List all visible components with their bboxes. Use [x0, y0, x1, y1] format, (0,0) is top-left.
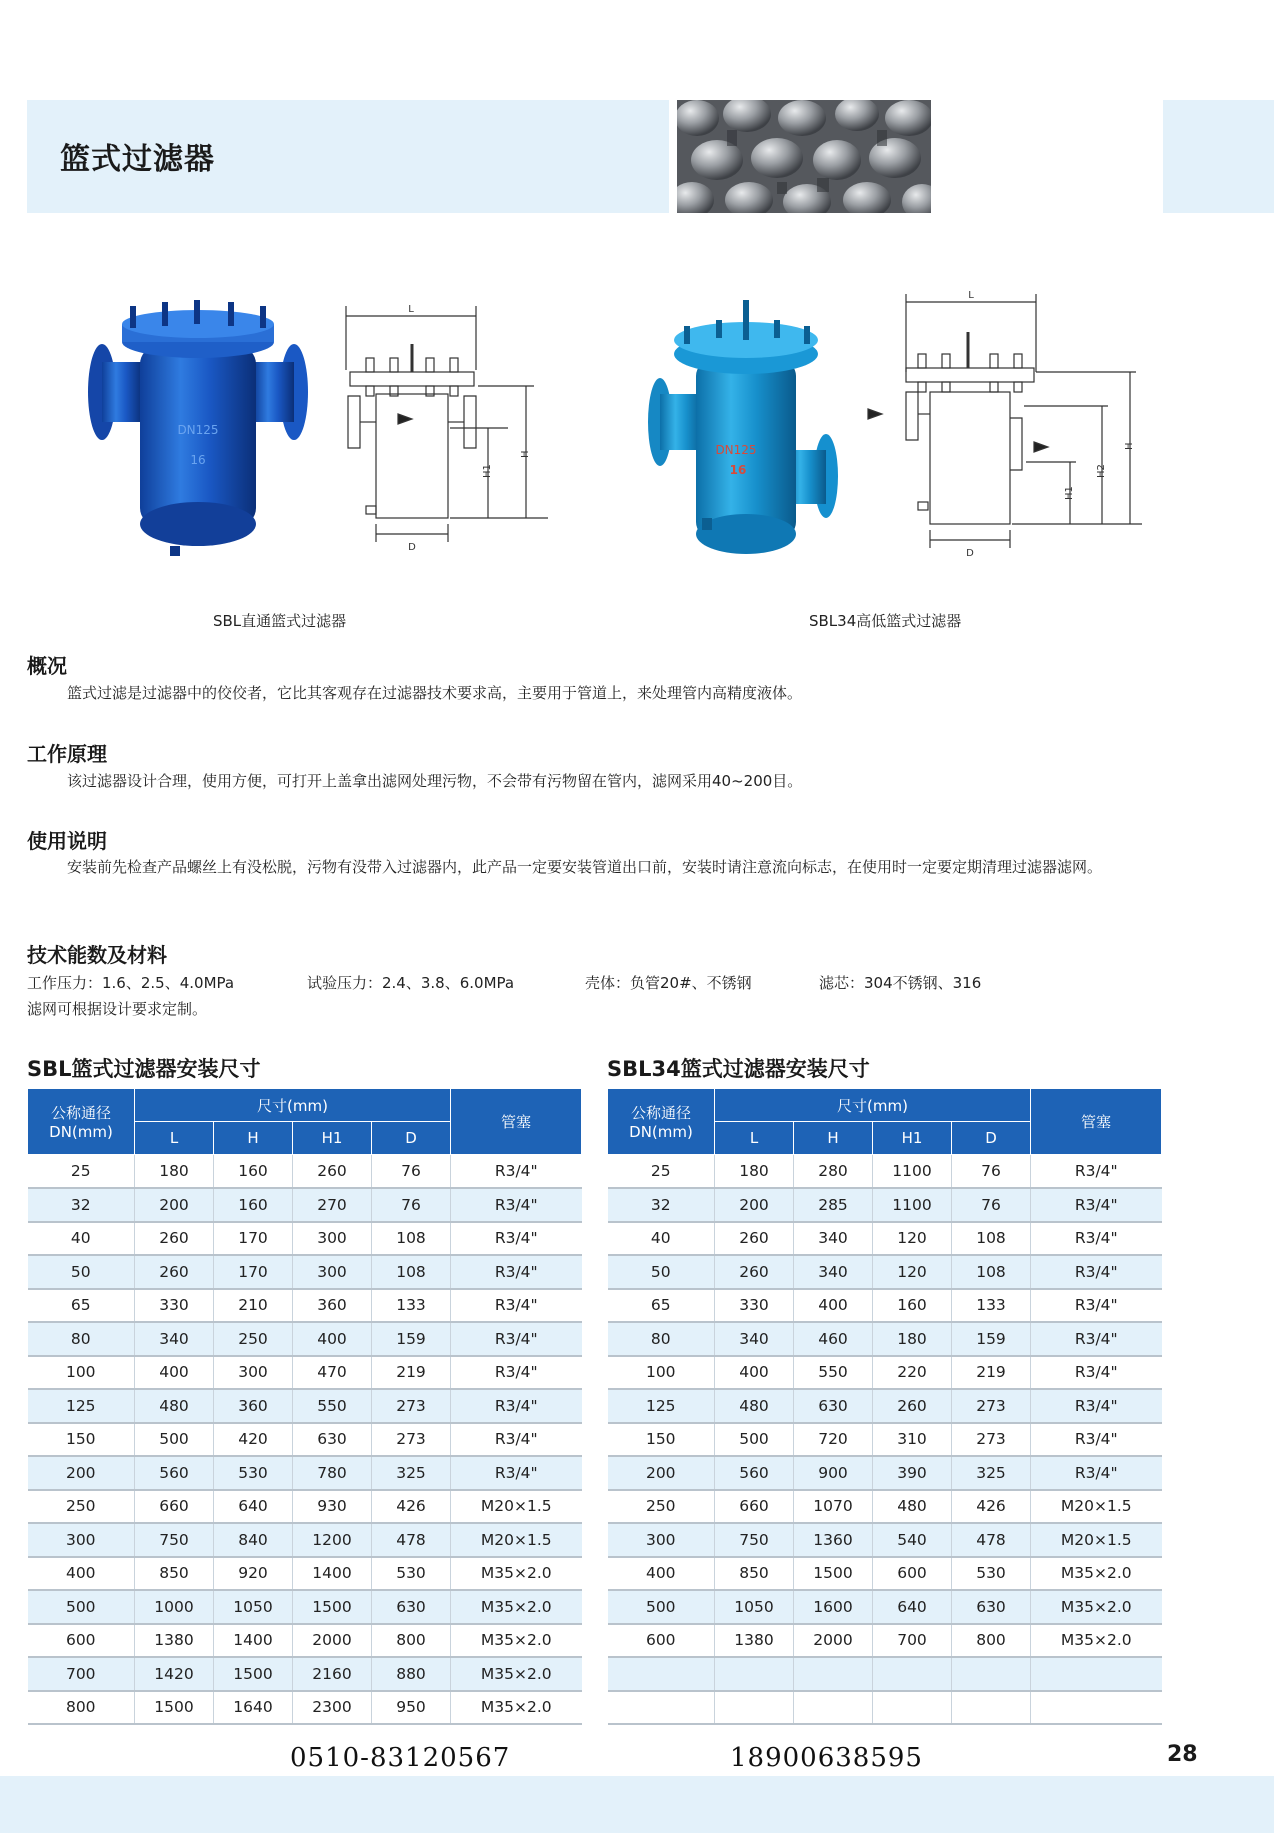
table-cell: M35×2.0	[1031, 1624, 1162, 1658]
table-cell: 800	[952, 1624, 1031, 1658]
table-cell: 780	[293, 1456, 372, 1490]
table-cell: 180	[715, 1155, 794, 1189]
table-row	[608, 1691, 1162, 1725]
table-cell: 273	[372, 1389, 451, 1423]
table-cell: 1380	[135, 1624, 214, 1658]
table-cell: 300	[28, 1523, 135, 1557]
table-cell: 260	[135, 1255, 214, 1289]
table-cell: 390	[873, 1456, 952, 1490]
sbl-col-H1: H1	[293, 1122, 372, 1155]
table-cell: 200	[135, 1188, 214, 1222]
table-cell: 400	[715, 1356, 794, 1390]
table-cell: 630	[372, 1590, 451, 1624]
usage-paragraph	[27, 853, 1177, 881]
table-cell: R3/4"	[1031, 1188, 1162, 1222]
table-row	[608, 1356, 1162, 1390]
table-cell: 50	[28, 1255, 135, 1289]
table-cell: 630	[952, 1590, 1031, 1624]
table-row	[608, 1590, 1162, 1624]
table-cell: M35×2.0	[451, 1657, 582, 1691]
table-cell: 260	[715, 1255, 794, 1289]
sbl34-pressure-label: 16	[729, 463, 747, 477]
table-cell: 850	[135, 1557, 214, 1591]
table-row	[608, 1188, 1162, 1222]
table-cell: 219	[372, 1356, 451, 1390]
table-cell: M20×1.5	[451, 1490, 582, 1524]
sbl-dimension-drawing	[338, 298, 560, 560]
table-cell: M20×1.5	[451, 1523, 582, 1557]
table-cell: 550	[293, 1389, 372, 1423]
page-number: 28	[1167, 1742, 1198, 1767]
table-cell: 108	[952, 1222, 1031, 1256]
table-cell: R3/4"	[1031, 1322, 1162, 1356]
overview-paragraph	[27, 679, 1177, 707]
table-cell: R3/4"	[1031, 1423, 1162, 1457]
principle-paragraph	[27, 767, 1177, 795]
sbl-col-H: H	[214, 1122, 293, 1155]
table-row	[28, 1222, 582, 1256]
table-cell: 426	[372, 1490, 451, 1524]
table-cell: 750	[715, 1523, 794, 1557]
table-cell: 2000	[293, 1624, 372, 1658]
table-cell: 800	[372, 1624, 451, 1658]
usage-heading: 使用说明	[27, 829, 107, 853]
table-cell: 65	[608, 1289, 715, 1323]
table-cell: 1600	[794, 1590, 873, 1624]
table-row	[608, 1456, 1162, 1490]
table-row	[28, 1657, 582, 1691]
spec-shell: 壳体：负管20#、不锈钢	[585, 974, 752, 992]
table-cell: 80	[28, 1322, 135, 1356]
table-cell: 260	[715, 1222, 794, 1256]
table-cell: 400	[135, 1356, 214, 1390]
table-row	[608, 1557, 1162, 1591]
table-cell: 330	[715, 1289, 794, 1323]
sbl-table-title: SBL篮式过滤器安装尺寸	[27, 1057, 261, 1081]
table-cell: 530	[952, 1557, 1031, 1591]
table-cell: 40	[28, 1222, 135, 1256]
table-cell: 300	[293, 1255, 372, 1289]
usage-text: 安装前先检查产品螺丝上有没松脱，污物有没带入过滤器内，此产品一定要安装管道出口前，安装时请注意流向标志，在使用时一定要定期清理过滤器滤网。	[67, 858, 1103, 876]
table-row	[608, 1423, 1162, 1457]
table-cell: 660	[135, 1490, 214, 1524]
sbl-col-L: L	[135, 1122, 214, 1155]
table-cell: R3/4"	[1031, 1456, 1162, 1490]
sbl34-table-title: SBL34篮式过滤器安装尺寸	[607, 1057, 870, 1081]
sbl34-col-L: L	[715, 1122, 794, 1155]
table-cell: 25	[28, 1155, 135, 1189]
table-cell: 285	[794, 1188, 873, 1222]
table-cell: 550	[794, 1356, 873, 1390]
overview-text: 篮式过滤是过滤器中的佼佼者，它比其客观存在过滤器技术要求高，主要用于管道上，来处理管内高精度液体。	[67, 684, 803, 702]
footer-phone-landline: 0510-83120567	[290, 1743, 511, 1773]
table-cell: 170	[214, 1222, 293, 1256]
table-cell: 2160	[293, 1657, 372, 1691]
table-cell: 273	[952, 1389, 1031, 1423]
table-cell: 108	[372, 1222, 451, 1256]
sbl34-col-D: D	[952, 1122, 1031, 1155]
table-cell: 840	[214, 1523, 293, 1557]
table-cell: 170	[214, 1255, 293, 1289]
table-cell: 1000	[135, 1590, 214, 1624]
table-cell: 325	[952, 1456, 1031, 1490]
table-row	[28, 1155, 582, 1189]
footer-phone-mobile: 18900638595	[730, 1743, 923, 1773]
table-cell: 540	[873, 1523, 952, 1557]
table-cell: 400	[293, 1322, 372, 1356]
table-cell: 1400	[214, 1624, 293, 1658]
table-cell: R3/4"	[451, 1222, 582, 1256]
table-cell: 150	[608, 1423, 715, 1457]
table-cell: 600	[608, 1624, 715, 1658]
sbl34-caption: SBL34高低篮式过滤器	[809, 612, 962, 630]
table-cell: M35×2.0	[451, 1590, 582, 1624]
table-cell: R3/4"	[451, 1188, 582, 1222]
table-row	[28, 1356, 582, 1390]
table-cell	[952, 1691, 1031, 1725]
table-cell: 76	[372, 1188, 451, 1222]
table-cell: 180	[873, 1322, 952, 1356]
sbl-dim-H1: H1	[482, 464, 493, 478]
table-cell: R3/4"	[451, 1356, 582, 1390]
table-cell: R3/4"	[451, 1389, 582, 1423]
table-row	[28, 1423, 582, 1457]
table-cell: 76	[372, 1155, 451, 1189]
header-photo	[677, 100, 931, 213]
table-cell: 260	[135, 1222, 214, 1256]
table-cell: 900	[794, 1456, 873, 1490]
table-row	[608, 1289, 1162, 1323]
table-cell	[794, 1691, 873, 1725]
table-row	[28, 1289, 582, 1323]
table-cell: 800	[28, 1691, 135, 1725]
table-cell: M35×2.0	[451, 1691, 582, 1725]
table-cell: 500	[608, 1590, 715, 1624]
principle-heading: 工作原理	[27, 742, 107, 766]
table-cell: 640	[214, 1490, 293, 1524]
table-row	[28, 1624, 582, 1658]
table-cell: 1050	[214, 1590, 293, 1624]
table-cell: 1360	[794, 1523, 873, 1557]
table-cell: R3/4"	[451, 1155, 582, 1189]
sbl34-dim-H: H	[1124, 442, 1135, 450]
table-row	[608, 1624, 1162, 1658]
sbl-col-D: D	[372, 1122, 451, 1155]
sbl34-dim-H1: H1	[1064, 486, 1075, 500]
table-cell: 200	[715, 1188, 794, 1222]
table-cell: 40	[608, 1222, 715, 1256]
sbl34-col-plug: 管塞	[1031, 1089, 1162, 1155]
sbl-col-dn: 公称通径DN(mm)	[28, 1089, 135, 1155]
table-cell: 340	[135, 1322, 214, 1356]
table-cell: 1500	[135, 1691, 214, 1725]
table-cell: M20×1.5	[1031, 1523, 1162, 1557]
spec-core: 滤芯：304不锈钢、316	[819, 974, 982, 992]
table-cell: 600	[873, 1557, 952, 1591]
table-cell	[715, 1691, 794, 1725]
sbl-dimension-table	[27, 1088, 582, 1725]
table-cell: 720	[794, 1423, 873, 1457]
table-cell: 25	[608, 1155, 715, 1189]
table-cell: 125	[608, 1389, 715, 1423]
table-row	[608, 1255, 1162, 1289]
table-cell: 180	[135, 1155, 214, 1189]
table-cell: 300	[214, 1356, 293, 1390]
table-cell: 630	[794, 1389, 873, 1423]
table-cell: 133	[952, 1289, 1031, 1323]
table-cell: 300	[608, 1523, 715, 1557]
table-cell: 76	[952, 1188, 1031, 1222]
header-accent-band	[1163, 100, 1274, 213]
spec-test-pressure: 试验压力：2.4、3.8、6.0MPa	[307, 974, 515, 992]
sbl34-product-photo	[646, 296, 846, 564]
table-cell: 600	[28, 1624, 135, 1658]
table-cell: 76	[952, 1155, 1031, 1189]
table-cell: M35×2.0	[451, 1624, 582, 1658]
table-cell: 120	[873, 1255, 952, 1289]
spec-working-pressure: 工作压力：1.6、2.5、4.0MPa	[27, 974, 235, 992]
table-cell: M20×1.5	[1031, 1490, 1162, 1524]
sbl-dim-L: L	[408, 304, 414, 315]
table-cell	[715, 1657, 794, 1691]
table-cell: 200	[608, 1456, 715, 1490]
table-cell: R3/4"	[451, 1289, 582, 1323]
table-cell: 1420	[135, 1657, 214, 1691]
specs-heading: 技术能数及材料	[27, 943, 167, 967]
table-row	[608, 1523, 1162, 1557]
table-row	[28, 1322, 582, 1356]
table-cell: 1500	[794, 1557, 873, 1591]
table-cell: 250	[28, 1490, 135, 1524]
table-row	[28, 1523, 582, 1557]
table-cell: R3/4"	[1031, 1222, 1162, 1256]
table-cell: 160	[873, 1289, 952, 1323]
table-cell	[608, 1657, 715, 1691]
specs-line	[27, 972, 981, 993]
table-cell: 270	[293, 1188, 372, 1222]
table-cell: 32	[28, 1188, 135, 1222]
sbl34-col-dn: 公称通径DN(mm)	[608, 1089, 715, 1155]
table-cell: 1380	[715, 1624, 794, 1658]
table-cell: 280	[794, 1155, 873, 1189]
table-cell: 2000	[794, 1624, 873, 1658]
table-cell: M35×2.0	[1031, 1557, 1162, 1591]
table-cell: 133	[372, 1289, 451, 1323]
table-cell: 330	[135, 1289, 214, 1323]
table-cell: 420	[214, 1423, 293, 1457]
footer-band	[0, 1776, 1274, 1833]
table-cell	[1031, 1691, 1162, 1725]
table-cell: 1640	[214, 1691, 293, 1725]
table-cell: 478	[372, 1523, 451, 1557]
table-cell: R3/4"	[1031, 1255, 1162, 1289]
table-cell: 1050	[715, 1590, 794, 1624]
sbl34-dimension-table	[607, 1088, 1162, 1725]
table-cell: 150	[28, 1423, 135, 1457]
table-cell: 480	[135, 1389, 214, 1423]
table-cell: 530	[372, 1557, 451, 1591]
table-cell	[608, 1691, 715, 1725]
table-cell: 219	[952, 1356, 1031, 1390]
table-cell: 310	[873, 1423, 952, 1457]
table-cell: R3/4"	[451, 1322, 582, 1356]
table-cell: R3/4"	[1031, 1389, 1162, 1423]
table-cell	[1031, 1657, 1162, 1691]
table-cell: 100	[28, 1356, 135, 1390]
table-cell: 470	[293, 1356, 372, 1390]
table-cell: 500	[715, 1423, 794, 1457]
sbl-product-photo	[82, 296, 314, 558]
sbl34-dim-D: D	[966, 548, 974, 559]
table-cell: 478	[952, 1523, 1031, 1557]
table-cell: R3/4"	[1031, 1289, 1162, 1323]
table-cell: 273	[372, 1423, 451, 1457]
table-row	[28, 1490, 582, 1524]
table-cell: 850	[715, 1557, 794, 1591]
sbl-size-label: DN125	[177, 423, 219, 437]
table-cell: 100	[608, 1356, 715, 1390]
table-cell: R3/4"	[451, 1255, 582, 1289]
table-cell: M35×2.0	[451, 1557, 582, 1591]
table-cell: 660	[715, 1490, 794, 1524]
table-cell: 500	[28, 1590, 135, 1624]
table-cell: 50	[608, 1255, 715, 1289]
sbl-col-plug: 管塞	[451, 1089, 582, 1155]
table-cell: 340	[715, 1322, 794, 1356]
table-row	[608, 1222, 1162, 1256]
table-cell: 260	[293, 1155, 372, 1189]
table-cell: 273	[952, 1423, 1031, 1457]
table-cell: 340	[794, 1255, 873, 1289]
table-row	[608, 1155, 1162, 1189]
table-row	[608, 1657, 1162, 1691]
table-cell: 1200	[293, 1523, 372, 1557]
table-cell: 1500	[214, 1657, 293, 1691]
table-cell: 300	[293, 1222, 372, 1256]
table-cell: R3/4"	[1031, 1155, 1162, 1189]
table-row	[28, 1188, 582, 1222]
table-cell: 500	[135, 1423, 214, 1457]
table-cell: 1400	[293, 1557, 372, 1591]
table-cell: 80	[608, 1322, 715, 1356]
table-cell: 700	[28, 1657, 135, 1691]
table-cell: M35×2.0	[1031, 1590, 1162, 1624]
table-cell: R3/4"	[451, 1456, 582, 1490]
table-row	[608, 1490, 1162, 1524]
sbl34-col-H1: H1	[873, 1122, 952, 1155]
sbl-caption: SBL直通篮式过滤器	[213, 612, 347, 630]
table-row	[608, 1389, 1162, 1423]
table-cell: 2300	[293, 1691, 372, 1725]
table-cell: 950	[372, 1691, 451, 1725]
table-row	[608, 1322, 1162, 1356]
table-cell: 250	[214, 1322, 293, 1356]
table-row	[28, 1456, 582, 1490]
table-cell: 530	[214, 1456, 293, 1490]
table-cell: 400	[28, 1557, 135, 1591]
table-cell: 65	[28, 1289, 135, 1323]
table-row	[28, 1389, 582, 1423]
table-cell: 700	[873, 1624, 952, 1658]
table-cell: 560	[715, 1456, 794, 1490]
spec-note: 滤网可根据设计要求定制。	[27, 1000, 208, 1018]
table-cell: 125	[28, 1389, 135, 1423]
table-cell: 250	[608, 1490, 715, 1524]
table-cell: 1100	[873, 1188, 952, 1222]
sbl34-dimension-drawing	[866, 288, 1146, 560]
table-cell: 460	[794, 1322, 873, 1356]
table-cell: 426	[952, 1490, 1031, 1524]
table-cell: 160	[214, 1155, 293, 1189]
table-cell: 200	[28, 1456, 135, 1490]
table-row	[28, 1590, 582, 1624]
table-cell: 400	[608, 1557, 715, 1591]
table-cell: 920	[214, 1557, 293, 1591]
table-cell: 640	[873, 1590, 952, 1624]
table-cell: 325	[372, 1456, 451, 1490]
sbl-dim-H: H	[520, 450, 531, 458]
table-cell	[952, 1657, 1031, 1691]
table-row	[28, 1255, 582, 1289]
table-cell: 480	[873, 1490, 952, 1524]
table-cell: 160	[214, 1188, 293, 1222]
table-cell	[873, 1657, 952, 1691]
table-cell: 159	[952, 1322, 1031, 1356]
table-cell: 1500	[293, 1590, 372, 1624]
table-cell: 560	[135, 1456, 214, 1490]
sbl-col-size: 尺寸(mm)	[135, 1089, 451, 1122]
table-cell: 930	[293, 1490, 372, 1524]
principle-text: 该过滤器设计合理，使用方便，可打开上盖拿出滤网处理污物，不会带有污物留在管内，滤网采用40~200目。	[67, 772, 803, 790]
page-title: 篮式过滤器	[60, 142, 215, 177]
table-cell: 480	[715, 1389, 794, 1423]
table-cell: R3/4"	[451, 1423, 582, 1457]
table-cell: 400	[794, 1289, 873, 1323]
table-cell	[873, 1691, 952, 1725]
table-cell: 750	[135, 1523, 214, 1557]
table-row	[28, 1691, 582, 1725]
table-cell: 32	[608, 1188, 715, 1222]
table-cell: 108	[372, 1255, 451, 1289]
sbl-pressure-label: 16	[190, 453, 206, 467]
table-cell: R3/4"	[1031, 1356, 1162, 1390]
table-cell: 1070	[794, 1490, 873, 1524]
table-cell: 360	[214, 1389, 293, 1423]
sbl34-col-H: H	[794, 1122, 873, 1155]
sbl-dim-D: D	[408, 542, 416, 553]
table-cell: 360	[293, 1289, 372, 1323]
table-cell: 340	[794, 1222, 873, 1256]
table-cell: 210	[214, 1289, 293, 1323]
table-cell: 108	[952, 1255, 1031, 1289]
table-cell	[794, 1657, 873, 1691]
table-row	[28, 1557, 582, 1591]
table-cell: 159	[372, 1322, 451, 1356]
sbl34-col-size: 尺寸(mm)	[715, 1089, 1031, 1122]
table-cell: 120	[873, 1222, 952, 1256]
overview-heading: 概况	[27, 654, 67, 678]
sbl34-size-label: DN125	[715, 443, 757, 457]
sbl34-dim-L: L	[968, 290, 974, 301]
table-cell: 880	[372, 1657, 451, 1691]
table-cell: 630	[293, 1423, 372, 1457]
table-cell: 220	[873, 1356, 952, 1390]
table-cell: 1100	[873, 1155, 952, 1189]
table-cell: 260	[873, 1389, 952, 1423]
sbl34-dim-H2: H2	[1096, 464, 1107, 478]
